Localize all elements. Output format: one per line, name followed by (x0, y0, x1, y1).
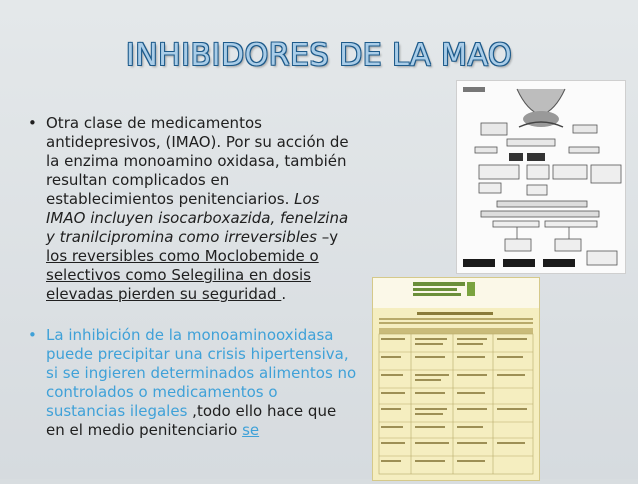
bullet1-text-plain: Otra clase de medicamentos antidepresivos, (IMAO). Por su acción de la enzima monoamino oxidasa, también resultan complicados en establecimientos penitenciarios. (46, 114, 349, 208)
bullet1-text-italic: Los IMAO incluyen isocarboxazida, fenelzina y tranilcipromina como irreversibles (46, 190, 349, 246)
bullet-item-1 (28, 114, 358, 304)
bullet2-text-black: ,todo ello hace que en el medio penitenciario (46, 402, 337, 439)
slide-title: INHIBIDORES DE LA MAO (125, 38, 513, 73)
bullet-dot-icon: • (28, 326, 37, 344)
bullet1-text-dash: –y (316, 228, 339, 246)
diagram-graphic (457, 81, 625, 273)
bullet-list (28, 114, 358, 440)
bullet1-text-underlined: los reversibles como Moclobemide o selectivos como Selegilina en dosis elevadas pierden su seguridad (46, 247, 319, 303)
bullet2-text-underlined: se (242, 421, 260, 439)
headache-chart-image (372, 277, 540, 481)
bullet1-text-end: . (281, 285, 287, 303)
bullet2-text-blue: La inhibición de la monoaminooxidasa puede precipitar una crisis hipertensiva, si se ingieren determinados alimentos no controlados o medicamentos o sustancias ilegales (46, 326, 357, 420)
bullet-dot-icon: • (28, 114, 37, 132)
neurotransmitter-diagram-image (456, 80, 626, 274)
bullet-item-2 (28, 326, 358, 440)
chart-thumbnail-graphic (373, 278, 539, 480)
